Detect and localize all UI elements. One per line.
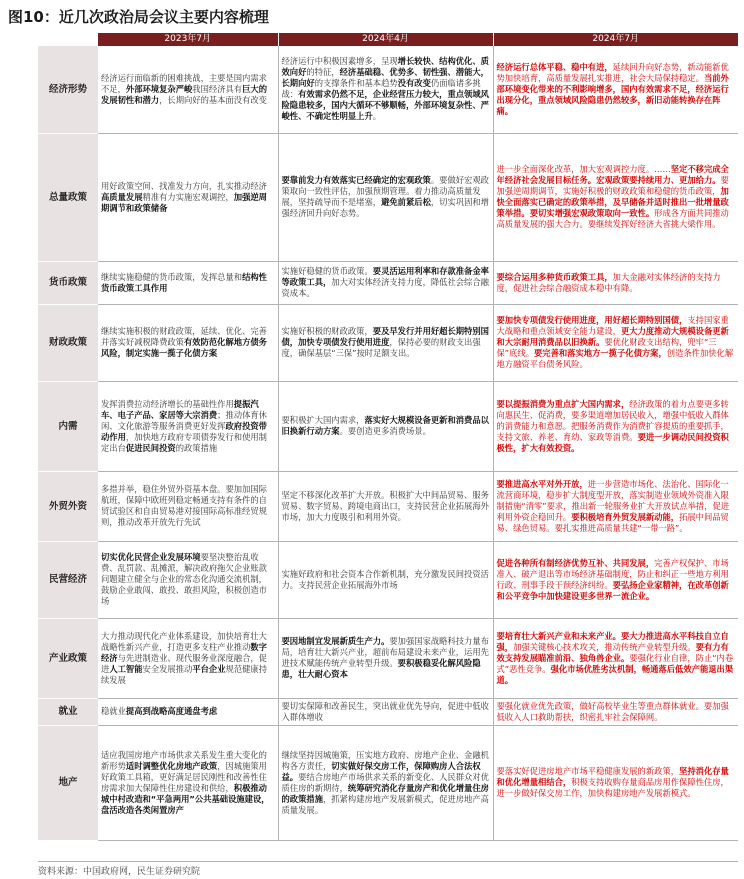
- emphasis-text: 增长较快、结构优化、质效向好: [281, 56, 489, 78]
- body-text: 规范健康持续发展: [101, 663, 268, 685]
- header-blank-cell: [38, 33, 98, 46]
- emphasis-text: 要切实增强宏观政策取向一致性。: [529, 208, 655, 218]
- cell-c1: [98, 618, 278, 698]
- body-text: 支持国家重大战略和重点领域安全能力建设，: [496, 315, 729, 336]
- body-text: 进一步营造市场化、法治化、国际化一流营商环境，稳步扩大制度型开放，落实制造业领域外资准入限制措施“清零”要求，推出新一轮服务业扩大开放试点举措，促进利用外资企稳回升。: [496, 478, 730, 522]
- body-text: 延续回升向好态势，新动能新优势加快培育，高质量发展扎实推进，社会大局保持稳定。: [496, 61, 729, 83]
- body-text: 适应我国房地产市场供求关系发生重大变化的新形势: [101, 749, 267, 771]
- body-text: 要落实好促进房地产市场平稳健康发展的新政策，: [496, 766, 680, 776]
- body-text: 要强化行业自律，防止“内卷式”恶性竞争。: [496, 652, 734, 674]
- cell-c2: [278, 725, 493, 840]
- source-note: 资料来源：中国政府网，民生证券研究院: [38, 867, 201, 877]
- body-text: 形成各方面共同推动高质量发展的强大合力。要继续发挥好经济大省挑大梁作用。: [496, 208, 729, 229]
- row-category: 经济形势: [38, 46, 98, 133]
- cell-c2: [278, 698, 493, 725]
- body-text: 支持民营企业拓展海外市场: [298, 579, 398, 590]
- cell-c2: [278, 381, 493, 471]
- body-text: 多措并举，稳住外贸外资基本盘。要加加国际航班，保障中欧班列稳定畅通支持有条件的自贸试验区和自由贸易港对接国际高标准经贸规则，推动改革开放先行先试: [101, 484, 267, 527]
- body-text: 加大保障性住房建设和供给，: [125, 782, 234, 793]
- emphasis-text: 积极推动城中村改造和“平急两用”公共基础设施建设，盘活改造各类闲置房产: [101, 782, 270, 815]
- table-row: [38, 304, 738, 381]
- body-text: 用好政策空间、找准发力方向，扎实推动经济: [101, 180, 267, 191]
- emphasis-text: 要因地制宜发展新质生产力。: [281, 636, 390, 646]
- emphasis-text: 要有力有效支持发展瞄准前沿、独角兽企业。: [496, 641, 729, 663]
- cell-c1: [98, 698, 278, 725]
- emphasis-text: 要积极培育外贸发展新动能，: [571, 511, 680, 522]
- body-text: 更好发挥: [192, 420, 226, 431]
- cell-c1: [98, 46, 278, 133]
- body-text: 加强关键核心技术攻关，推动传统产业转型升级。: [513, 641, 696, 652]
- emphasis-text: 切实做好保交房工作，保障购房人合法权益。: [281, 760, 481, 782]
- cell-c2: [278, 541, 493, 618]
- table-row: [38, 618, 738, 698]
- cell-c3: [493, 304, 738, 381]
- body-text: ；推动体育休闲、文化旅游等服务消费: [101, 409, 267, 431]
- body-text: 。: [372, 111, 382, 122]
- emphasis-text: 经济运行总体平稳、稳中有进，: [496, 61, 613, 72]
- emphasis-text: 政府投资带动作用: [101, 420, 267, 442]
- body-text: 继续坚持因城施策，压实地方政府、房地产企业、金融机构各方责任，: [281, 749, 489, 771]
- cell-c3: [493, 381, 738, 471]
- row-category: 外贸外资: [38, 471, 98, 541]
- emphasis-text: 没有改变: [397, 78, 431, 89]
- table-row: [38, 261, 738, 304]
- body-text: 要优化财政支出结构，兜牢“三保”底线。: [496, 337, 717, 358]
- body-text: 建立健全与企业的常态化沟通交流机制，鼓励企业敢闯、敢投、敢担风险，积极创造市场: [101, 574, 267, 606]
- body-text: 要加强国家战略科技力量布局，培育壮大新兴产业，超前布局建设未来产业，运用先进技术赋能传统产业转型升级。: [281, 636, 489, 668]
- emphasis-text: 要综合运用多种货币政策工具，: [496, 271, 613, 282]
- body-text: 。要创造更多消费场景。: [339, 426, 431, 436]
- body-text: 推动: [233, 641, 251, 652]
- cell-c1: [98, 304, 278, 381]
- body-text: 要强化就业优先政策，做好高校毕业生等重点群体就业。要加强低收入人口救助帮扶，织密扎牢社会保障网。: [496, 700, 729, 722]
- body-text: 加大对实体经济支持力度，降低社会综合融资成本。: [281, 277, 489, 298]
- emphasis-text: 数字经济: [101, 641, 267, 663]
- body-text: 着力推动高质量发展，坚持疏导而不是堵塞，: [281, 186, 481, 207]
- body-text: 与先进制造业、现代服务业深度融合，促进: [101, 652, 267, 674]
- emphasis-text: 巨大的发展韧性和潜力: [101, 83, 267, 105]
- emphasis-text: 要靠前发力有效落实已经确定的宏观政策: [281, 175, 431, 185]
- body-text: 精准有力实施宏观调控，: [142, 191, 234, 202]
- emphasis-text: 统筹研究消化存量房产和优化增量住房的政策措施: [281, 782, 489, 804]
- row-category: 货币政策: [38, 261, 98, 304]
- emphasis-text: 提高到战略高度通盘考虑: [125, 706, 218, 716]
- body-text: 加大金融对实体经济的支持力度，促进社会综合融资成本稳中有降。: [496, 271, 721, 293]
- table-row: [38, 381, 738, 471]
- row-category: 内需: [38, 381, 98, 471]
- emphasis-text: 外部环境复杂严峻: [125, 83, 193, 94]
- emphasis-text: 加快全面落实已确定的政策举措，及早储备并适时推出一批增量政策举措。: [496, 186, 729, 218]
- row-category: 就业: [38, 698, 98, 725]
- body-text: 完善产权保护、市场准入、破产退出等市场经济基础制度，防止和纠正一些地方利用行政、刑事手段干预经济纠纷。: [496, 557, 729, 590]
- policy-comparison-table: [38, 33, 738, 841]
- body-text: ，抓紧构建房地产发展新模式，促进房地产高质量发展。: [281, 793, 489, 815]
- body-text: 实施好政府和社会资本合作新机制，充分激发民间投资活力。: [281, 568, 489, 590]
- cell-c2: [278, 618, 493, 698]
- row-category: 地产: [38, 725, 98, 840]
- body-text: 要切实保障和改善民生，突出就业优先导向，促进中低收入群体增收: [281, 700, 489, 722]
- cell-c1: [98, 133, 278, 261]
- cell-c3: [493, 261, 738, 304]
- body-text: 我国经济具有: [192, 83, 243, 94]
- row-category: 总量政策: [38, 133, 98, 261]
- body-text: 积极支持收购存量商品房用作保障性住房，进一步做好保交房工作，加快构建房地产发展新模式。: [496, 777, 729, 798]
- body-text: ，因城施策用好政策工具箱，更好满足居民刚性和改善性住房需求: [101, 760, 267, 793]
- cell-c1: [98, 541, 278, 618]
- body-text: 继续实施稳健的货币政策，发挥总量和: [101, 271, 243, 282]
- table-row: [38, 133, 738, 261]
- table-row: [38, 541, 738, 618]
- body-text: 经济运行中积极因素增多，呈现: [281, 56, 398, 67]
- emphasis-text: 当前外部环境变化带来的不利影响增多，国内有效需求不足，经济运行出现分化，重点领域风险隐患仍然较多，新旧动能转换存在阵痛。: [496, 72, 729, 116]
- emphasis-text: 要加快专项债发行使用进度，用好超长期特别国债，: [496, 315, 688, 325]
- emphasis-text: 要及早发行并用好超长期特别国债，加快专项债发行使用进度: [281, 326, 489, 347]
- cell-c3: [493, 471, 738, 541]
- body-text: 要积极扩大国内需求，: [281, 415, 365, 425]
- header-2024-07: 2024年7月: [493, 33, 738, 46]
- body-text: 要结合房地产市场供求关系的新变化、人民群众对优质住房的新期待，: [281, 771, 489, 793]
- emphasis-text: 要弘扬企业家精神，在改革创新和公平竞争中加快建设更多世界一流企业。: [496, 579, 729, 601]
- body-text: 继续实施积极的财政政策，延续、优化、完善并落实好减税降费政策: [101, 326, 267, 347]
- emphasis-text: 坚定不移完成全年经济社会发展目标任务。: [496, 164, 729, 185]
- cell-c3: [493, 541, 738, 618]
- cell-c2: [278, 46, 493, 133]
- body-text: 要坚决整治乱收费、乱罚款、乱摊派，解决政府拖欠企业账款问题: [101, 552, 267, 584]
- cell-c3: [493, 46, 738, 133]
- row-category: 产业政策: [38, 618, 98, 698]
- cell-c1: [98, 261, 278, 304]
- body-text: 发挥消费拉动经济增长的基础性作用: [101, 398, 234, 409]
- table-row: [38, 46, 738, 133]
- emphasis-text: 要以提振消费为重点扩大国内需求，: [496, 398, 630, 409]
- body-text: 经济运行面临新的困难挑战，主要是国内需求不足，: [101, 72, 267, 94]
- table-row: [38, 725, 738, 840]
- row-category: 财政政策: [38, 304, 98, 381]
- emphasis-text: 要灵活运用利率和存款准备金率等政策工具，: [281, 266, 489, 287]
- emphasis-text: 促进民间投资: [125, 442, 176, 453]
- bottom-rule: [38, 861, 738, 862]
- body-text: 创造条件加快化解地方融资平台债务风险。: [496, 348, 734, 369]
- emphasis-text: 要完善和落实地方一揽子化债方案，: [534, 348, 667, 358]
- body-text: 实施好稳健的货币政策。: [281, 266, 373, 276]
- body-text: 经济政策的着力点要更多转向惠民生、促消费，要多渠道增加居民收入，增强中低收入群体的消费能力和意愿。把服务消费作为消费扩容提质的重要抓手，支持文旅、养老、育幼、家政等消费。: [496, 398, 729, 442]
- header-2023-07: 2023年7月: [98, 33, 278, 46]
- cell-c1: [98, 381, 278, 471]
- cell-c1: [98, 725, 278, 840]
- emphasis-text: 高质量发展: [101, 191, 143, 202]
- emphasis-text: 坚持消化存量和优化增量相结合，: [496, 766, 729, 787]
- emphasis-text: 经济基础稳、优势多、韧性强、潜能大，: [339, 67, 489, 78]
- row-category: 民营经济: [38, 541, 98, 618]
- emphasis-text: 结构性货币政策工具作用: [101, 271, 267, 293]
- body-text: 的支撑条件和基本趋势: [314, 78, 398, 89]
- emphasis-text: 要培育壮大新兴产业和未来产业。要大力推进高水平科技自立自强，: [496, 630, 729, 652]
- table-body: [38, 46, 738, 840]
- emphasis-text: 切实优化民营企业发展环境: [101, 552, 201, 562]
- emphasis-text: 强化市场优胜劣汰机制，畅通落后低效产能退出渠道。: [496, 663, 734, 685]
- table-row: [38, 698, 738, 725]
- emphasis-text: 平台企业: [192, 663, 226, 674]
- table-row: [38, 471, 738, 541]
- body-text: ，长期向好的基本面没有改变: [159, 94, 267, 105]
- body-text: 的政策措施: [175, 442, 218, 453]
- body-text: ，加快地方政府专项债券发行和使用: [125, 431, 259, 442]
- body-text: 拓展中间品贸易、绿色贸易。要扎实推进高质量共建“一带一路”。: [496, 511, 729, 533]
- cell-c2: [278, 133, 493, 261]
- emphasis-text: 长期向好: [281, 78, 315, 89]
- emphasis-text: 有效防范化解地方债务风险，制定实施一揽子化债方案: [101, 337, 267, 358]
- body-text: ，保持必要的财政支出强度，确保基层“三保”按时足额支出。: [281, 337, 481, 358]
- emphasis-text: 加强逆周期调节和政策储备: [101, 191, 267, 213]
- emphasis-text: 适时调整优化房地产政策: [125, 760, 218, 771]
- emphasis-text: 落实好大规模设备更新和消费品以旧换新行动方案: [281, 415, 489, 436]
- cell-c2: [278, 261, 493, 304]
- cell-c3: [493, 618, 738, 698]
- emphasis-text: 要推进高水平对外开放，: [496, 478, 588, 489]
- figure-title: 图10：近几次政治局会议主要内容梳理: [8, 8, 269, 26]
- emphasis-text: 促进各种所有制经济优势互补、共同发展，: [496, 557, 655, 568]
- body-text: 实施好积极的财政政策，: [281, 326, 373, 336]
- cell-c3: [493, 133, 738, 261]
- body-text: 进一步全面深化改革，加大宏观调控力度。……: [496, 164, 671, 174]
- body-text: 要加强逆周期调节，实施好积极的财政政策和稳健的货币政策，: [496, 175, 729, 196]
- emphasis-text: 提振汽车、电子产品、家居等大宗消费: [101, 398, 259, 420]
- body-text: 仍面临诸多挑战：: [281, 78, 481, 100]
- body-text: 的特征，: [306, 67, 340, 78]
- body-text: ，切实巩固和增强经济回升向好态势。: [281, 197, 489, 218]
- cell-c3: [493, 725, 738, 840]
- body-text: 安全发展推动: [142, 663, 193, 674]
- emphasis-text: 宏观政策要持续用力、更加给力。: [596, 175, 721, 185]
- emphasis-text: 要进一步调动民间投资积极性，扩大有效投资。: [496, 431, 729, 453]
- emphasis-text: 要积极稳妥化解风险隐患，壮大耐心资本: [281, 658, 481, 679]
- emphasis-text: 有效需求仍然不足，企业经营压力较大，重点领域风险隐患较多，国内大循环不够顺畅，外部环境复杂性、严峻性、不确定性明显上升: [281, 89, 489, 122]
- body-text: 。要做好宏观政策取向一致性评估，加强预期管理。: [281, 175, 489, 196]
- cell-c2: [278, 304, 493, 381]
- header-2024-04: 2024年4月: [278, 33, 493, 46]
- body-text: 稳就业: [101, 706, 126, 716]
- body-text: 制定出台: [101, 431, 267, 453]
- emphasis-text: 人工智能: [109, 663, 143, 674]
- cell-c2: [278, 471, 493, 541]
- body-text: 大力推动现代化产业体系建设，加快培育壮大战略性新兴产业，打造更多支柱产业: [101, 630, 267, 652]
- cell-c1: [98, 471, 278, 541]
- emphasis-text: 更大力度推动大规模设备更新和大宗耐用消费品以旧换新。: [496, 326, 729, 347]
- emphasis-text: 避免前紧后松: [381, 197, 431, 207]
- body-text: 坚定不移深化改革扩大开放。积极扩大中间品贸易、服务贸易、数字贸易、跨境电商出口，支持民营企业拓展海外市场，加大力度吸引和利用外资。: [281, 489, 489, 522]
- cell-c3: [493, 698, 738, 725]
- table-header-row: [38, 33, 738, 46]
